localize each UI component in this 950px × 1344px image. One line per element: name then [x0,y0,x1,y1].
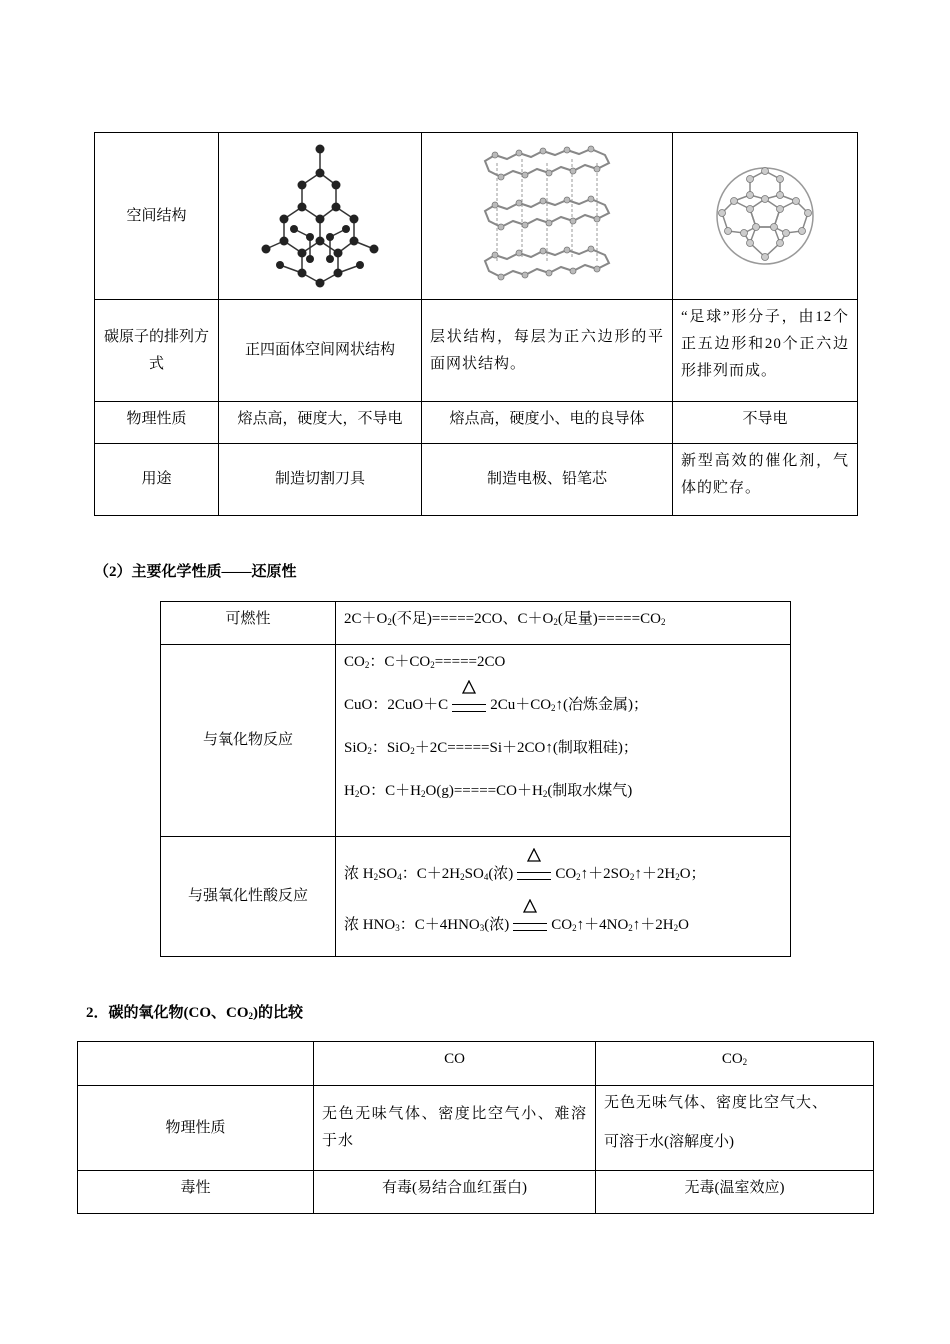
diamond-arrangement: 正四面体空间网状结构 [219,300,422,402]
heat-symbol-icon [517,868,551,880]
table-row [95,300,858,402]
diamond-use: 制造切割刀具 [219,444,422,516]
allotrope-table [94,132,858,516]
heat-symbol-icon [452,700,486,712]
physical-label: 物理性质 [78,1086,314,1171]
table-row [78,1171,874,1214]
table-row [78,1042,874,1086]
table-row [161,645,791,837]
graphite-arrangement: 层状结构，每层为正六边形的平面网状结构。 [422,300,673,402]
co2-equation: $CO_2$：$C+CO_2=====2CO$ [344,654,506,670]
c60-use: 新型高效的催化剂，气体的贮存。 [673,444,858,516]
table-row [95,444,858,516]
header-empty [78,1042,314,1086]
row-label-physical: 物理性质 [95,402,219,444]
acid-reactions [336,837,791,957]
oxide-reactions [336,645,791,837]
co2-toxicity: 无毒(温室效应) [596,1171,874,1214]
table-row [78,1086,874,1171]
table-row [161,837,791,957]
combustion-equation: $2C+O_2$(不足)=====2CO、$C+O_2$(足量)$=====CO_2$ [336,602,791,645]
h2o-equation: $H_2O$：$C+H_2O(g)=====CO+H_2$(制取水煤气) [344,783,633,799]
co2-physical: 无色无味气体、密度比空气大、 可溶于水(溶解度小) [596,1086,874,1171]
graphite-structure-image [422,133,673,300]
section-heading-oxides: 2．碳的氧化物(CO、$CO_2$)的比较 [86,1005,303,1021]
h2so4-equation: 浓 $H_2SO_4$：$C+2H_2SO_4$(浓) $CO_2↑+2SO_2↑+2H_2O$； [344,861,782,888]
toxicity-label: 毒性 [78,1171,314,1214]
diamond-physical: 熔点高，硬度大，不导电 [219,402,422,444]
fullerene-icon [710,161,820,271]
row-label-arrangement: 碳原子的排列方式 [95,300,219,402]
row-label-use: 用途 [95,444,219,516]
table-row [161,602,791,645]
graphite-icon [477,141,617,291]
combustion-label: 可燃性 [161,602,336,645]
co-physical: 无色无味气体、密度比空气小、难溶于水 [314,1086,596,1171]
heat-symbol-icon [513,919,547,931]
diamond-icon [250,141,390,291]
sio2-equation: SiO$_2$：SiO$_2$＋2C=====Si＋2CO↑(制取粗硅)； [344,740,638,756]
hno3-equation: 浓 $HNO_3$：$C+4HNO_3$(浓) $CO_2↑+4NO_2↑+2H_2O$ [344,912,782,939]
table-row [95,133,858,300]
c60-physical: 不导电 [673,402,858,444]
c60-arrangement: “足球”形分子，由12个正五边形和20个正六边形排列而成。 [673,300,858,402]
oxide-reaction-label: 与氧化物反应 [161,645,336,837]
c60-structure-image [673,133,858,300]
carbon-oxides-table [77,1041,874,1214]
header-co: CO [314,1042,596,1086]
co-toxicity: 有毒(易结合血红蛋白) [314,1171,596,1214]
diamond-structure-image [219,133,422,300]
graphite-physical: 熔点高，硬度小、电的良导体 [422,402,673,444]
header-co2: $CO_2$ [596,1042,874,1086]
table-row [95,402,858,444]
graphite-use: 制造电极、铅笔芯 [422,444,673,516]
reducibility-table [160,601,791,957]
row-label-structure: 空间结构 [95,133,219,300]
acid-reaction-label: 与强氧化性酸反应 [161,837,336,957]
section-heading-reducibility: （2）主要化学性质——还原性 [94,564,297,580]
cuo-equation: CuO：2CuO＋C $2Cu+CO_2↑$(冶炼金属)； [344,692,782,719]
